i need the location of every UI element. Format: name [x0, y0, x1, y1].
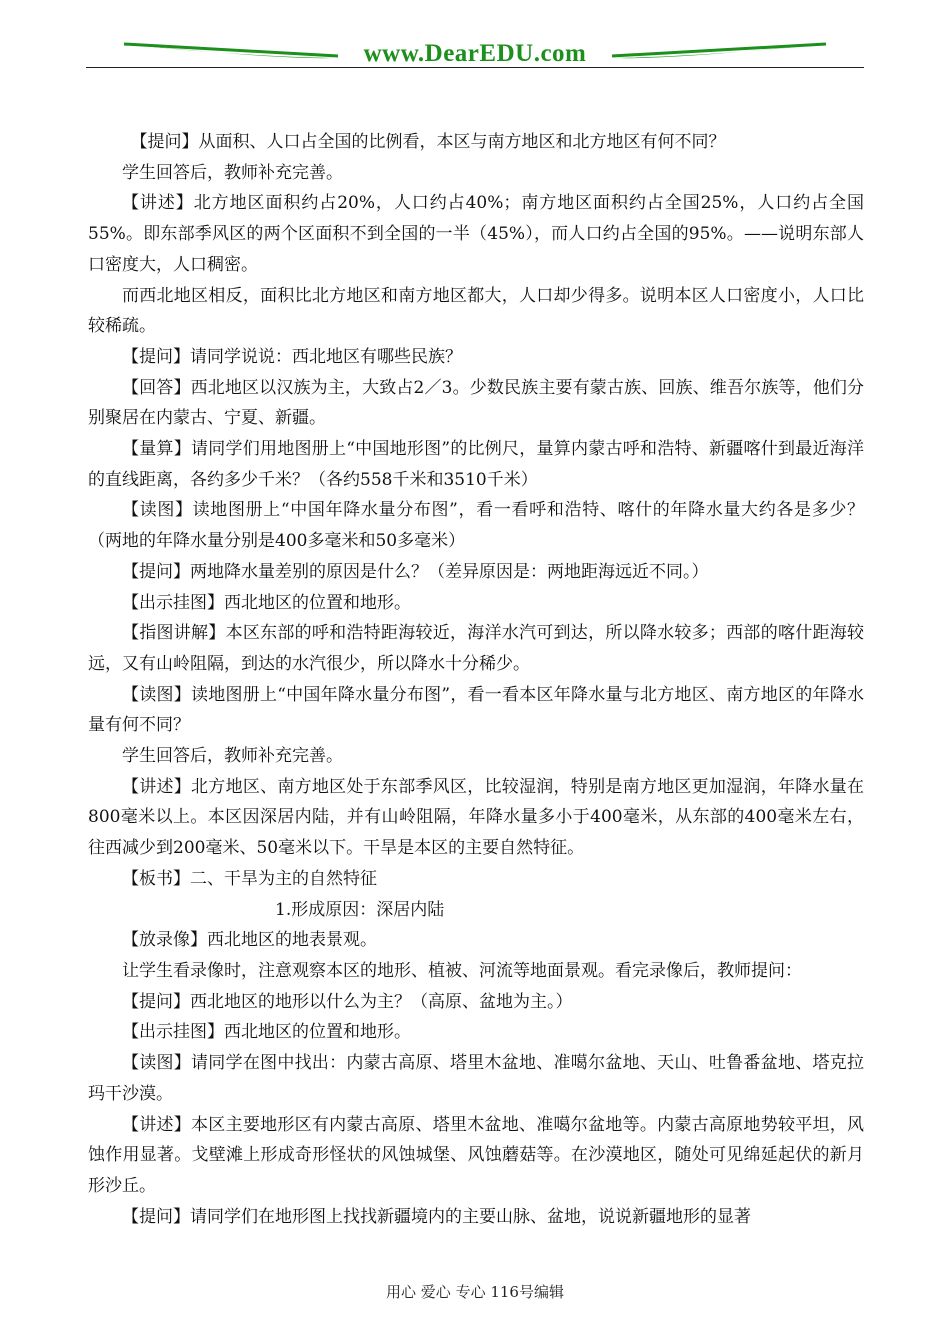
paragraph: 【指图讲解】本区东部的呼和浩特距海较近，海洋水汽可到达，所以降水较多；西部的喀什距海较远，又有山岭阻隔，到达的水汽很少，所以降水十分稀少。 — [88, 623, 864, 674]
header-rule — [86, 67, 864, 68]
paragraph: 【提问】请同学们在地形图上找找新疆境内的主要山脉、盆地，说说新疆地形的显著 — [122, 1206, 751, 1227]
paragraph: 【提问】西北地区的地形以什么为主？（高原、盆地为主。） — [122, 991, 573, 1012]
paragraph: 学生回答后，教师补充完善。 — [122, 162, 343, 183]
site-brand[interactable]: www.DearEDU.com — [363, 40, 587, 67]
paragraph: 【讲述】本区主要地形区有内蒙古高原、塔里木盆地、准噶尔盆地等。内蒙古高原地势较平坦，风蚀作用显著。戈壁滩上形成奇形怪状的风蚀城堡、风蚀蘑菇等。在沙漠地区，随处可见绵延起伏的新月形沙丘。 — [88, 1114, 864, 1196]
paragraph: 【提问】从面积、人口占全国的比例看，本区与南方地区和北方地区有何不同？ — [130, 132, 726, 152]
paragraph: 而西北地区相反，面积比北方地区和南方地区都大，人口却少得多。说明本区人口密度小，人口比较稀疏。 — [88, 285, 864, 337]
paragraph: 【放录像】西北地区的地表景观。 — [122, 930, 377, 951]
paragraph: 【讲述】北方地区、南方地区处于东部季风区，比较湿润，特别是南方地区更加湿润，年降水量在800毫米以上。本区因深居内陆，并有山岭阻隔，年降水量多小于400毫米，从东部的400毫米左右，往西减少到200毫米、50毫米以下。干旱是本区的主要自然特征。 — [88, 776, 864, 859]
paragraph: 【读图】读地图册上“中国年降水量分布图”，看一看呼和浩特、喀什的年降水量大约各是多少？（两地的年降水量分别是400多毫米和50多毫米） — [88, 500, 864, 552]
paragraph: 让学生看录像时，注意观察本区的地形、植被、河流等地面景观。看完录像后，教师提问： — [122, 960, 802, 981]
page-header — [86, 34, 864, 70]
paragraph: 【量算】请同学们用地图册上“中国地形图”的比例尺，量算内蒙古呼和浩特、新疆喀什到最近海洋的直线距离，各约多少千米？（各约558千米和3510千米） — [88, 439, 864, 490]
paragraph: 1.形成原因：深居内陆 — [275, 899, 445, 920]
paragraph: 【讲述】北方地区面积约占20%，人口约占40%；南方地区面积约占全国25%，人口约占全国55%。即东部季风区的两个区面积不到全国的一半（45%），而人口约占全国的95%。——说明东部人口密度大，人口稠密。 — [88, 193, 864, 275]
document-body — [88, 127, 864, 1232]
paragraph: 【提问】两地降水量差别的原因是什么？（差异原因是：两地距海远近不同。） — [122, 561, 709, 582]
paragraph: 【板书】二、干旱为主的自然特征 — [122, 868, 377, 889]
paragraph: 【回答】西北地区以汉族为主，大致占2／3。少数民族主要有蒙古族、回族、维吾尔族等，他们分别聚居在内蒙古、宁夏、新疆。 — [88, 377, 864, 429]
paragraph: 【提问】请同学说说：西北地区有哪些民族？ — [122, 346, 462, 367]
page-footer: 用心 爱心 专心 116号编辑 — [386, 1283, 564, 1301]
paragraph: 【出示挂图】西北地区的位置和地形。 — [122, 592, 411, 613]
paragraph: 【出示挂图】西北地区的位置和地形。 — [122, 1022, 411, 1043]
paragraph: 【读图】请同学在图中找出：内蒙古高原、塔里木盆地、准噶尔盆地、天山、吐鲁番盆地、塔克拉玛干沙漠。 — [88, 1053, 864, 1104]
paragraph: 【读图】读地图册上“中国年降水量分布图”，看一看本区年降水量与北方地区、南方地区的年降水量有何不同？ — [88, 684, 864, 736]
paragraph: 学生回答后，教师补充完善。 — [122, 746, 343, 767]
